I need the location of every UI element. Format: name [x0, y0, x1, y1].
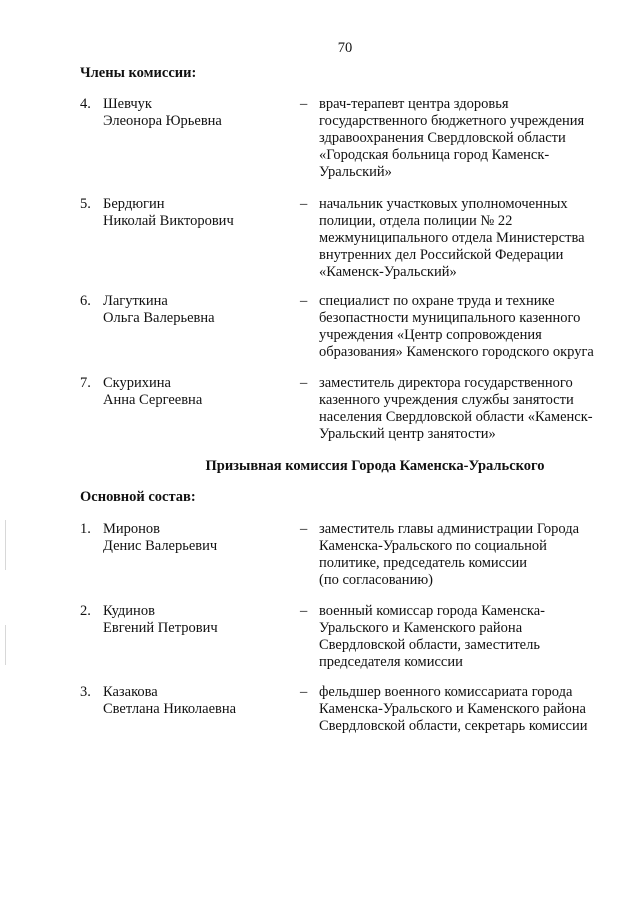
position-line: полиции, отдела полиции № 22	[319, 213, 513, 229]
surname: Миронов	[103, 521, 161, 537]
members-heading: Члены комиссии:	[80, 65, 197, 81]
surname: Бердюгин	[103, 196, 165, 212]
surname: Лагуткина	[103, 293, 168, 309]
page-number: 70	[337, 40, 353, 56]
member-position	[319, 521, 611, 589]
position-line: начальник участковых уполномоченных	[319, 196, 568, 212]
position-line: (по согласованию)	[319, 572, 433, 588]
dash: –	[300, 603, 308, 619]
entry-number: 1.	[80, 521, 91, 537]
dash: –	[300, 521, 308, 537]
surname: Скурихина	[103, 375, 171, 391]
position-line: Уральский центр занятости»	[319, 426, 496, 442]
member-position	[319, 293, 611, 361]
position-line: Свердловской области, секретарь комиссии	[319, 718, 588, 734]
position-line: «Каменск-Уральский»	[319, 264, 457, 280]
entry-number: 2.	[80, 603, 91, 619]
member-name	[103, 603, 283, 637]
position-line: военный комиссар города Каменска-	[319, 603, 546, 619]
dash: –	[300, 293, 308, 309]
entry-number: 6.	[80, 293, 91, 309]
position-line: врач-терапевт центра здоровья	[319, 96, 509, 112]
given-names: Денис Валерьевич	[103, 538, 218, 554]
member-position	[319, 603, 611, 671]
position-line: фельдшер военного комиссариата города	[319, 684, 573, 700]
position-line: Уральского и Каменского района	[319, 620, 523, 636]
position-line: заместитель главы администрации Города	[319, 521, 580, 537]
given-names: Евгений Петрович	[103, 620, 218, 636]
position-line: Уральский»	[319, 164, 392, 180]
position-line: казенного учреждения службы занятости	[319, 392, 574, 408]
position-line: «Городская больница город Каменск-	[319, 147, 550, 163]
member-name	[103, 521, 283, 555]
entry-number: 7.	[80, 375, 91, 391]
member-name	[103, 196, 283, 230]
member-name	[103, 293, 283, 327]
member-position	[319, 96, 611, 181]
left-margin-mark	[5, 625, 6, 665]
given-names: Элеонора Юрьевна	[103, 113, 222, 129]
dash: –	[300, 684, 308, 700]
given-names: Анна Сергеевна	[103, 392, 203, 408]
surname: Кудинов	[103, 603, 155, 619]
member-position	[319, 375, 611, 443]
given-names: Николай Викторович	[103, 213, 234, 229]
position-line: учреждения «Центр сопровождения	[319, 327, 542, 343]
surname: Шевчук	[103, 96, 152, 112]
position-line: населения Свердловской области «Каменск-	[319, 409, 593, 425]
position-line: Свердловской области, заместитель	[319, 637, 540, 653]
entry-number: 3.	[80, 684, 91, 700]
position-line: Каменска-Уральского и Каменского района	[319, 701, 586, 717]
given-names: Ольга Валерьевна	[103, 310, 215, 326]
position-line: государственного бюджетного учреждения	[319, 113, 585, 129]
position-line: председателя комиссии	[319, 654, 463, 670]
member-position	[319, 196, 611, 281]
member-position	[319, 684, 611, 735]
given-names: Светлана Николаевна	[103, 701, 237, 717]
member-name	[103, 375, 283, 409]
position-line: политике, председатель комиссии	[319, 555, 528, 571]
dash: –	[300, 375, 308, 391]
position-line: межмуниципального отдела Министерства	[319, 230, 585, 246]
entry-number: 5.	[80, 196, 91, 212]
position-line: Каменска-Уральского по социальной	[319, 538, 547, 554]
left-margin-mark	[5, 520, 6, 570]
position-line: здравоохранения Свердловской области	[319, 130, 566, 146]
position-line: заместитель директора государственного	[319, 375, 573, 391]
dash: –	[300, 96, 308, 112]
position-line: безопастности муниципального казенного	[319, 310, 581, 326]
position-line: специалист по охране труда и технике	[319, 293, 555, 309]
position-line: образования» Каменского городского округа	[319, 344, 594, 360]
dash: –	[300, 196, 308, 212]
member-name	[103, 684, 283, 718]
main-composition-heading: Основной состав:	[80, 489, 196, 505]
entry-number: 4.	[80, 96, 91, 112]
position-line: внутренних дел Российской Федерации	[319, 247, 564, 263]
surname: Казакова	[103, 684, 158, 700]
member-name	[103, 96, 283, 130]
commission-title: Призывная комиссия Города Каменска-Уральского	[205, 458, 545, 474]
